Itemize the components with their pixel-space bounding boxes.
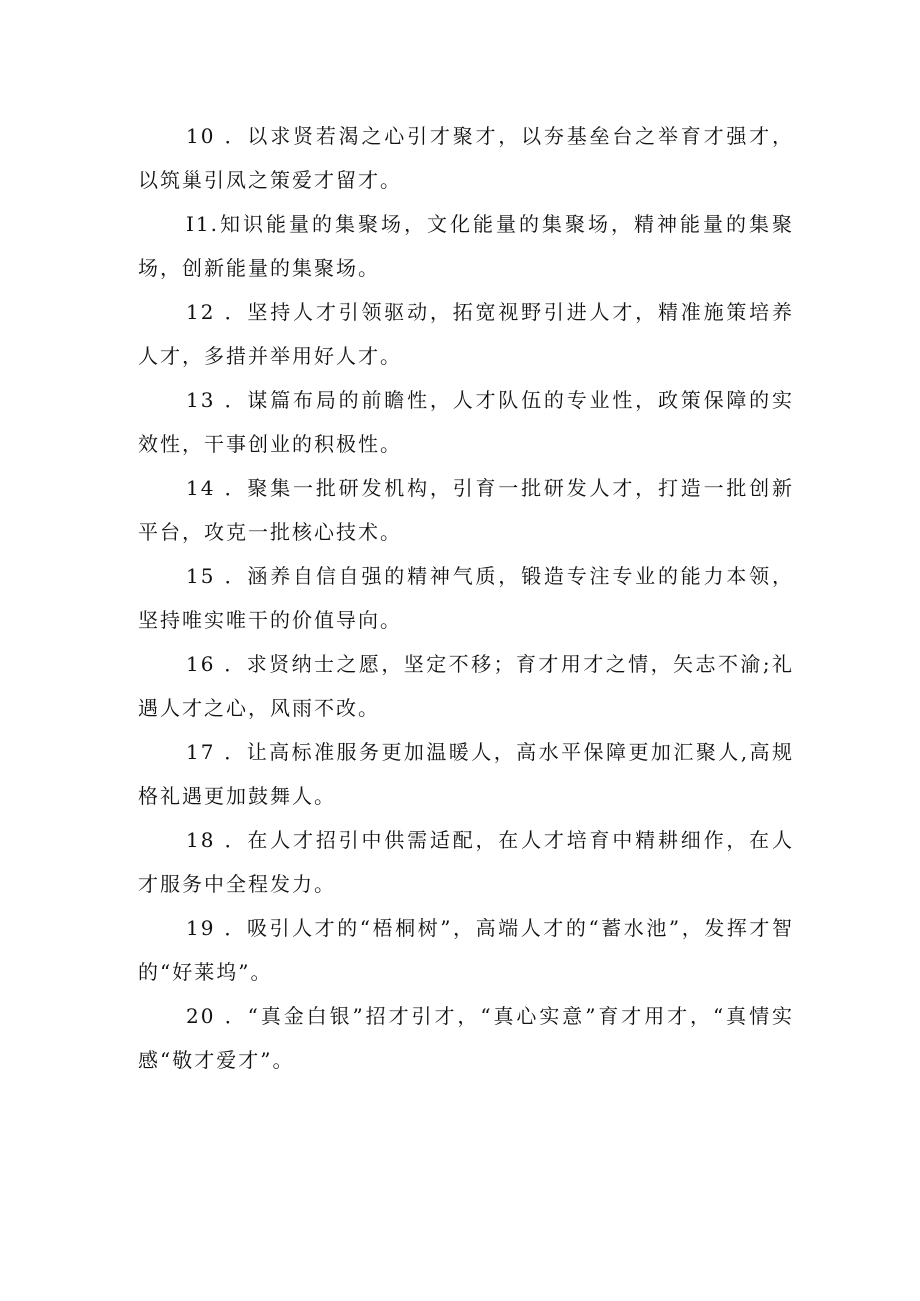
document-body bbox=[138, 114, 794, 1082]
paragraph-13: 13 ．谋篇布局的前瞻性，人才队伍的专业性，政策保障的实效性，干事创业的积极性。 bbox=[138, 388, 794, 456]
paragraph-14: 14 ．聚集一批研发机构，引育一批研发人才，打造一批创新平台，攻克一批核心技术。 bbox=[138, 476, 794, 544]
paragraph-20: 20 ．“真金白银”招才引才，“真心实意”育才用才，“真情实感“敬才爱才”。 bbox=[138, 1004, 794, 1072]
paragraph-19: 19 ．吸引人才的“梧桐树”，高端人才的“蓄水池”，发挥才智的“好莱坞”。 bbox=[138, 916, 794, 984]
paragraph-17: 17 ．让高标准服务更加温暖人，高水平保障更加汇聚人,高规格礼遇更加鼓舞人。 bbox=[138, 740, 794, 808]
paragraph-16: 16 ．求贤纳士之愿，坚定不移；育才用才之情，矢志不渝;礼遇人才之心，风雨不改。 bbox=[138, 652, 794, 720]
paragraph-12: 12 ．坚持人才引领驱动，拓宽视野引进人才，精准施策培养人才，多措并举用好人才。 bbox=[138, 300, 794, 368]
paragraph-10: 10 ．以求贤若渴之心引才聚才，以夯基垒台之举育才强才，以筑巢引凤之策爱才留才。 bbox=[138, 124, 794, 192]
paragraph-18: 18 ．在人才招引中供需适配，在人才培育中精耕细作，在人才服务中全程发力。 bbox=[138, 828, 794, 896]
paragraph-15: 15 ．涵养自信自强的精神气质，锻造专注专业的能力本领，坚持唯实唯干的价值导向。 bbox=[138, 564, 794, 632]
paragraph-11: I1.知识能量的集聚场，文化能量的集聚场，精神能量的集聚场，创新能量的集聚场。 bbox=[138, 212, 794, 280]
